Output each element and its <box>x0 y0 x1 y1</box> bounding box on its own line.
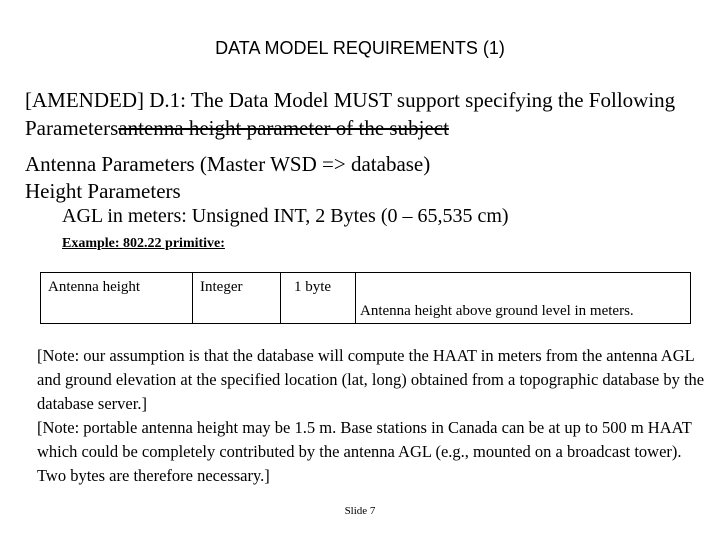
primitive-type-cell: Integer <box>193 273 281 324</box>
requirement-struck-text: antenna height parameter of the subject <box>118 116 449 140</box>
agl-parameter-line: AGL in meters: Unsigned INT, 2 Bytes (0 – 65,535 cm) <box>62 205 509 227</box>
slide-title: DATA MODEL REQUIREMENTS (1) <box>215 38 505 58</box>
primitive-name-cell: Antenna height <box>41 273 193 324</box>
table-row <box>41 273 691 324</box>
note-haat: [Note: our assumption is that the database will compute the HAAT in meters from the antenna AGL and ground elevation at the specified location (lat, long) obtained from a topographic database by the database server.] <box>37 346 705 413</box>
note-portable-height: [Note: portable antenna height may be 1.5 m. Base stations in Canada can be at up to 500 m HAAT which could be completely contributed by the antenna AGL (e.g., mounted on a broadcast tower). Two bytes are therefore necessary.] <box>37 418 692 485</box>
primitive-table <box>40 272 691 324</box>
requirement-text <box>25 86 705 142</box>
example-label: Example: 802.22 primitive: <box>62 236 225 251</box>
antenna-parameters-line: Antenna Parameters (Master WSD => database) <box>25 152 431 176</box>
height-parameters-line: Height Parameters <box>25 179 181 203</box>
notes-block <box>37 344 707 488</box>
requirement-prefix: [AMENDED] D.1: The Data Model MUST support specifying the Following Parameters <box>25 88 676 140</box>
primitive-size-cell: 1 byte <box>281 273 356 324</box>
slide-number: Slide 7 <box>344 505 376 517</box>
primitive-description-cell: Antenna height above ground level in meters. <box>356 273 691 324</box>
